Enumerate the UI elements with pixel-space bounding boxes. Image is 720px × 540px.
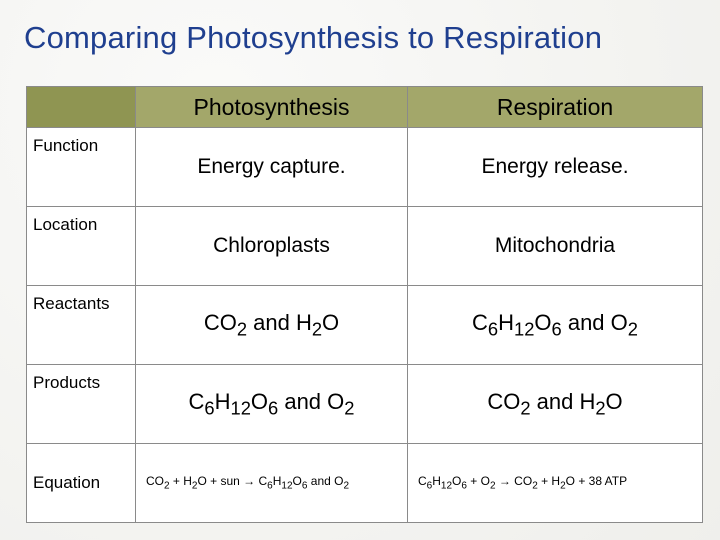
header-row — [27, 87, 703, 128]
cell-respiration-function: Energy release. — [408, 128, 703, 207]
cell-respiration-reactants: $C_6H_{12}O_6$ and $O_2$ — [408, 286, 703, 365]
table-row — [27, 286, 703, 365]
table-row — [27, 128, 703, 207]
cell-respiration-products: $CO_2$ and $H_2O$ — [408, 365, 703, 444]
comparison-table — [26, 86, 703, 523]
cell-photosynthesis-reactants: $CO_2$ and $H_2O$ — [136, 286, 408, 365]
row-label-function: Function — [27, 128, 136, 207]
header-photosynthesis: Photosynthesis — [136, 87, 408, 128]
cell-photosynthesis-function: Energy capture. — [136, 128, 408, 207]
row-label-products: Products — [27, 365, 136, 444]
header-respiration: Respiration — [408, 87, 703, 128]
cell-photosynthesis-equation: $CO_2 + H_2O$ + sun → $C_6H_{12}O_6$ and $O_2$ — [136, 444, 408, 523]
cell-photosynthesis-location: Chloroplasts — [136, 207, 408, 286]
cell-respiration-equation: $C_6H_{12}O_6 + O_2 \to CO_2 + H_2O + 38$ ATP — [408, 444, 703, 523]
row-label-location: Location — [27, 207, 136, 286]
table-row — [27, 207, 703, 286]
table-row — [27, 444, 703, 523]
row-label-reactants: Reactants — [27, 286, 136, 365]
row-label-equation: Equation — [27, 444, 136, 523]
cell-photosynthesis-products: $C_6H_{12}O_6$ and $O_2$ — [136, 365, 408, 444]
table-row — [27, 365, 703, 444]
header-corner — [27, 87, 136, 128]
page-title: Comparing Photosynthesis to Respiration — [24, 20, 603, 55]
cell-respiration-location: Mitochondria — [408, 207, 703, 286]
